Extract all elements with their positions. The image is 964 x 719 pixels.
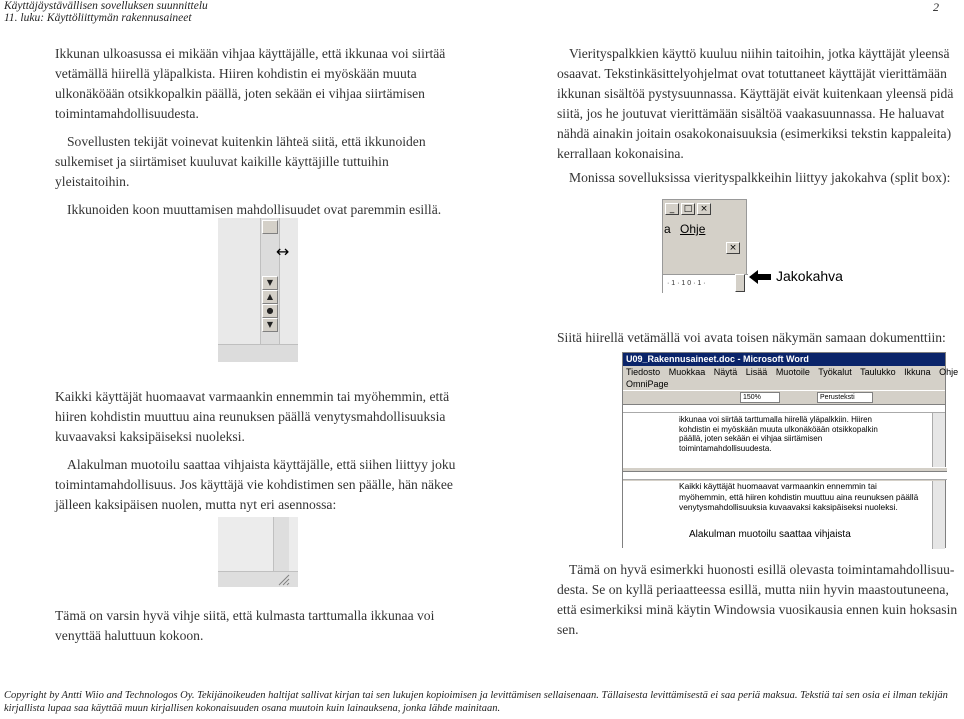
bottom-pane-scrollbar [932,481,945,549]
copyright-footer: Copyright by Antti Wiio and Technologos Oy. Tekijänoikeuden haltijat sallivat kirjan tai sen lukujen kopioimisen ja levittämisen sellaisenaan. Tällaisesta levittämisestä ei saa periä maksua. Tekstiä tai sen osia ei ilman tekijän kirjallista lupaa saa käyttää muun kirjallisen kokonaisuuden osana muutoin kuin lainauksena, jonka lähde mainitaan. [4,690,948,714]
menu-item: Tiedosto [626,367,661,377]
ruler [623,405,945,413]
top-pane [623,413,933,467]
corner-resize-screenshot [218,517,298,587]
split-box [735,274,745,292]
omnipage-menu: OmniPage [626,379,669,389]
menu-item: Lisää [745,367,768,377]
size-grip-icon [276,572,290,586]
minimize-icon: _ [665,203,679,215]
paragraph: Monissa sovelluksissa vierityspalkkeihin liittyy jakokahva (split box): [569,170,951,185]
next-page-icon: ▼ [262,318,278,332]
vertical-scrollbar [260,218,280,344]
split-box-label: Jakokahva [776,268,843,284]
page-number: 2 [933,0,939,14]
menu-item-ohje: Ohje [680,222,706,236]
running-header [4,0,208,24]
paragraph: Tämä on varsin hyvä vihje siitä, että kulmasta tarttumalla ikkunaa voi venyttää haluttuun kokoon. [55,608,435,643]
paragraph: Sovellusten tekijät voinevat kuitenkin lähteä siitä, että ikkunoiden sulkemiset ja siirtämiset kuuluvat kaikille käyttäjille tuttuihin yleistaitoihin. [55,134,426,189]
ruler: · 1 · 1 0 · 1 · [663,274,748,294]
menu-item: Taulukko [860,367,896,377]
browse-object-icon: ● [262,304,278,318]
menu-item-partial: a [664,222,671,236]
bottom-pane-text: Kaikki käyttäjät huomaavat varmaankin ennemmin tai myöhemmin, että hiiren kohdistin muuttuu aina reunuksen päällä venytysmahdollisuuksia kuvaavaksi kaksipäiseksi nuoleksi. [679,481,919,512]
paragraph: Tämä on hyvä esimerkki huonosti esillä olevasta toimintamahdollisuu-desta. Se on kyllä periaatteessa esillä, mutta niin hyvin maastoutuneena, että esimerkiksi minä käytin Windowsia vuosikausia ennen kuin hoksasin sen. [557,562,958,637]
paragraph: Alakulman muotoilu saattaa vihjaista käyttäjälle, että siihen liittyy joku toimintamahdollisuus. Jos käyttäjä vie kohdistimen sen päälle, hän näkee jälleen kaksipäisen nuolen, mutta nyt eri asennossa: [55,457,456,512]
menu-bar [663,218,748,240]
left-column-top [55,44,463,220]
menu-item: Ikkuna [904,367,931,377]
right-column-top [557,44,957,188]
menu-item: Työkalut [818,367,852,377]
right-column-bottom [557,560,959,640]
top-pane-scrollbar [932,413,945,467]
close-icon: × [697,203,711,215]
prev-page-icon: ▲ [262,290,278,304]
scrollbar-resize-screenshot [218,218,298,362]
left-column-bottom [55,606,463,646]
top-pane-text: ikkunaa voi siirtää tarttumalla hiirellä yläpalkkiin. Hiiren kohdistin ei myöskään muuta ulkonäköään otsikkopalkin päällä, joten sekään ei vihjaa siirtämisen toimintamahdollisuudesta. [679,415,878,453]
word-split-view-screenshot [622,352,959,548]
menu-item: Näytä [713,367,738,377]
menu-item: Muokkaa [668,367,706,377]
document-close-icon: × [726,242,740,254]
menu-bar [623,366,959,378]
zoom-select: 150% [740,392,780,403]
ruler [623,472,947,480]
horizontal-resize-arrow-icon: ↔ [276,242,290,261]
bottom-pane-text-2: Alakulman muotoilu saattaa vihjaista [689,529,851,540]
menu-item: Ohje [939,367,959,377]
vertical-scrollbar [273,517,289,571]
paragraph: Ikkunoiden koon muuttamisen mahdollisuudet ovat paremmin esillä. [67,202,442,217]
header-section: 11. luku: Käyttöliittymän rakennusaineet [4,12,192,24]
toolbar [623,390,945,405]
pointer-arrow-icon [749,270,771,284]
window-controls [665,203,711,215]
paragraph: Ikkunan ulkoasussa ei mikään vihjaa käyttäjälle, että ikkunaa voi siirtää vetämällä hiirellä yläpalkista. Hiiren kohdistin ei myöskään muuta ulkonäköään otsikkopalkin päällä, joten sekään ei vihjaa siirtämisen toimintamahdollisuudesta. [55,46,446,121]
left-column-middle [55,387,463,515]
style-select: Perusteksti [817,392,873,403]
menu-item: Muotoile [775,367,810,377]
scroll-thumb [262,220,278,234]
header-doc-title: Käyttäjäystävällisen sovelluksen suunnittelu [4,0,208,12]
bottom-pane [623,481,933,549]
scroll-down-arrow-icon: ▼ [262,276,278,290]
window-title: U09_Rakennusaineet.doc - Microsoft Word [623,353,945,366]
paragraph: Kaikki käyttäjät huomaavat varmaankin ennemmin tai myöhemmin, että hiiren kohdistin muuttuu aina reunuksen päällä venytysmahdollisuuksia kuvaavaksi kaksipäiseksi nuoleksi. [55,389,450,444]
window-bottom-border [218,344,298,362]
split-caption: Siitä hiirellä vetämällä voi avata toisen näkymän samaan dokumenttiin: [557,330,946,345]
paragraph: Vierityspalkkien käyttö kuuluu niihin taitoihin, jotka käyttäjät yleensä osaavat. Tekstinkäsittelyohjelmat ovat totuttaneet käyttäjät vierittämään ikkunan sisältöä pystysuunnassa. Käyttäjät eivät kuitenkaan yleensä pidä siitä, jos he joutuvat vierittämään sisältöä vaakasuunnassa. He haluavat nähdä ainakin joitain osakokonaisuuksia (esimerkiksi tekstin kappaleita) kerrallaan kokonaisina. [557,46,954,161]
maximize-icon: □ [681,203,695,215]
